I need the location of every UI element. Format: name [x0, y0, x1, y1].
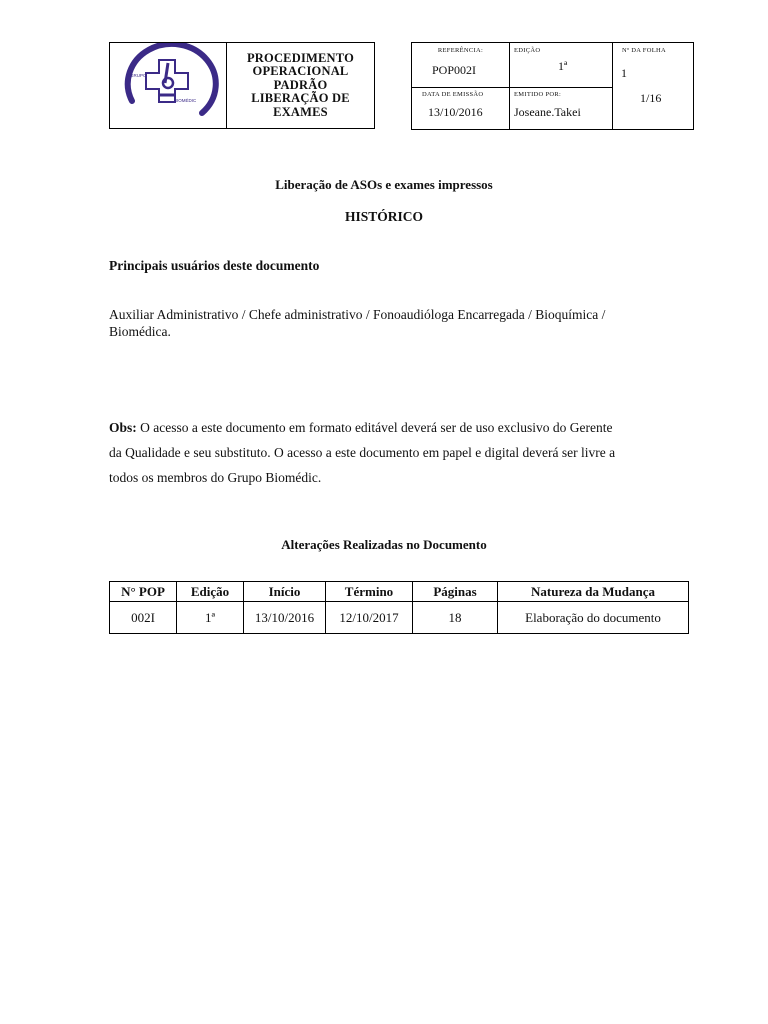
section-title: HISTÓRICO — [344, 209, 424, 224]
table-row — [110, 602, 689, 634]
folha-value-1: 1 — [621, 66, 627, 80]
users-heading: Principais usuários deste documento — [109, 258, 320, 273]
logo-text-top: GRUPO — [130, 73, 147, 78]
users-line-1: Auxiliar Administrativo / Chefe administrativo / Fonoaudióloga Encarregada / Bioquímica / — [109, 307, 606, 322]
logo-text-bottom: BIOMÉDIC — [174, 98, 197, 103]
col-header-termino: Término — [326, 582, 413, 602]
divider — [612, 43, 613, 129]
users-line-2: Biomédica. — [109, 324, 171, 339]
table-header-row — [110, 582, 689, 602]
title-line-3: PADRÃO — [273, 77, 328, 92]
edicao-label: EDIÇÃO — [514, 47, 541, 54]
referencia-value: POP002I — [432, 63, 477, 77]
cell-paginas: 18 — [413, 602, 498, 634]
emitido-value: Joseane.Takei — [514, 105, 581, 119]
cell-natureza: Elaboração do documento — [498, 602, 689, 634]
changes-heading: Alterações Realizadas no Documento — [281, 537, 487, 552]
grupo-biomedic-logo — [110, 43, 226, 128]
changes-table — [109, 581, 689, 634]
procedure-title — [227, 43, 374, 128]
cell-pop: 002I — [110, 602, 177, 634]
title-line-1: PROCEDIMENTO — [246, 50, 355, 65]
data-emissao-label: DATA DE EMISSÃO — [422, 91, 484, 98]
edicao-value: 1ª — [558, 59, 568, 73]
col-header-paginas: Páginas — [413, 582, 498, 602]
referencia-label: REFERÊNCIA: — [437, 47, 484, 54]
title-line-5: EXAMES — [273, 104, 328, 119]
col-header-edicao: Edição — [177, 582, 244, 602]
divider — [412, 87, 612, 88]
col-header-pop: N° POP — [110, 582, 177, 602]
document-subtitle: Liberação de ASOs e exames impressos — [275, 177, 493, 192]
obs-line-3: todos os membros do Grupo Biomédic. — [109, 470, 322, 485]
logo-cell — [110, 43, 227, 128]
obs-label: Obs: — [109, 420, 137, 435]
cell-edicao: 1ª — [177, 602, 244, 634]
obs-line-1: O acesso a este documento em formato editável deverá ser de uso exclusivo do Gerente — [140, 420, 613, 435]
col-header-natureza: Natureza da Mudança — [498, 582, 689, 602]
folha-value-2: 1/16 — [640, 91, 662, 105]
obs-paragraph — [109, 415, 695, 490]
cell-inicio: 13/10/2016 — [244, 602, 326, 634]
col-header-inicio: Início — [244, 582, 326, 602]
obs-line-2: da Qualidade e seu substituto. O acesso a este documento em papel e digital deverá ser livre a — [109, 445, 616, 460]
folha-label: Nº DA FOLHA — [622, 47, 666, 54]
divider — [509, 43, 510, 129]
title-line-2: OPERACIONAL — [252, 64, 349, 79]
header-info-grid — [411, 42, 694, 130]
title-line-4: LIBERAÇÃO DE — [251, 91, 350, 106]
data-emissao-value: 13/10/2016 — [428, 105, 483, 119]
users-list — [109, 306, 605, 340]
cell-termino: 12/10/2017 — [326, 602, 413, 634]
header-title-box — [109, 42, 375, 129]
emitido-label: EMITIDO POR: — [514, 91, 562, 98]
